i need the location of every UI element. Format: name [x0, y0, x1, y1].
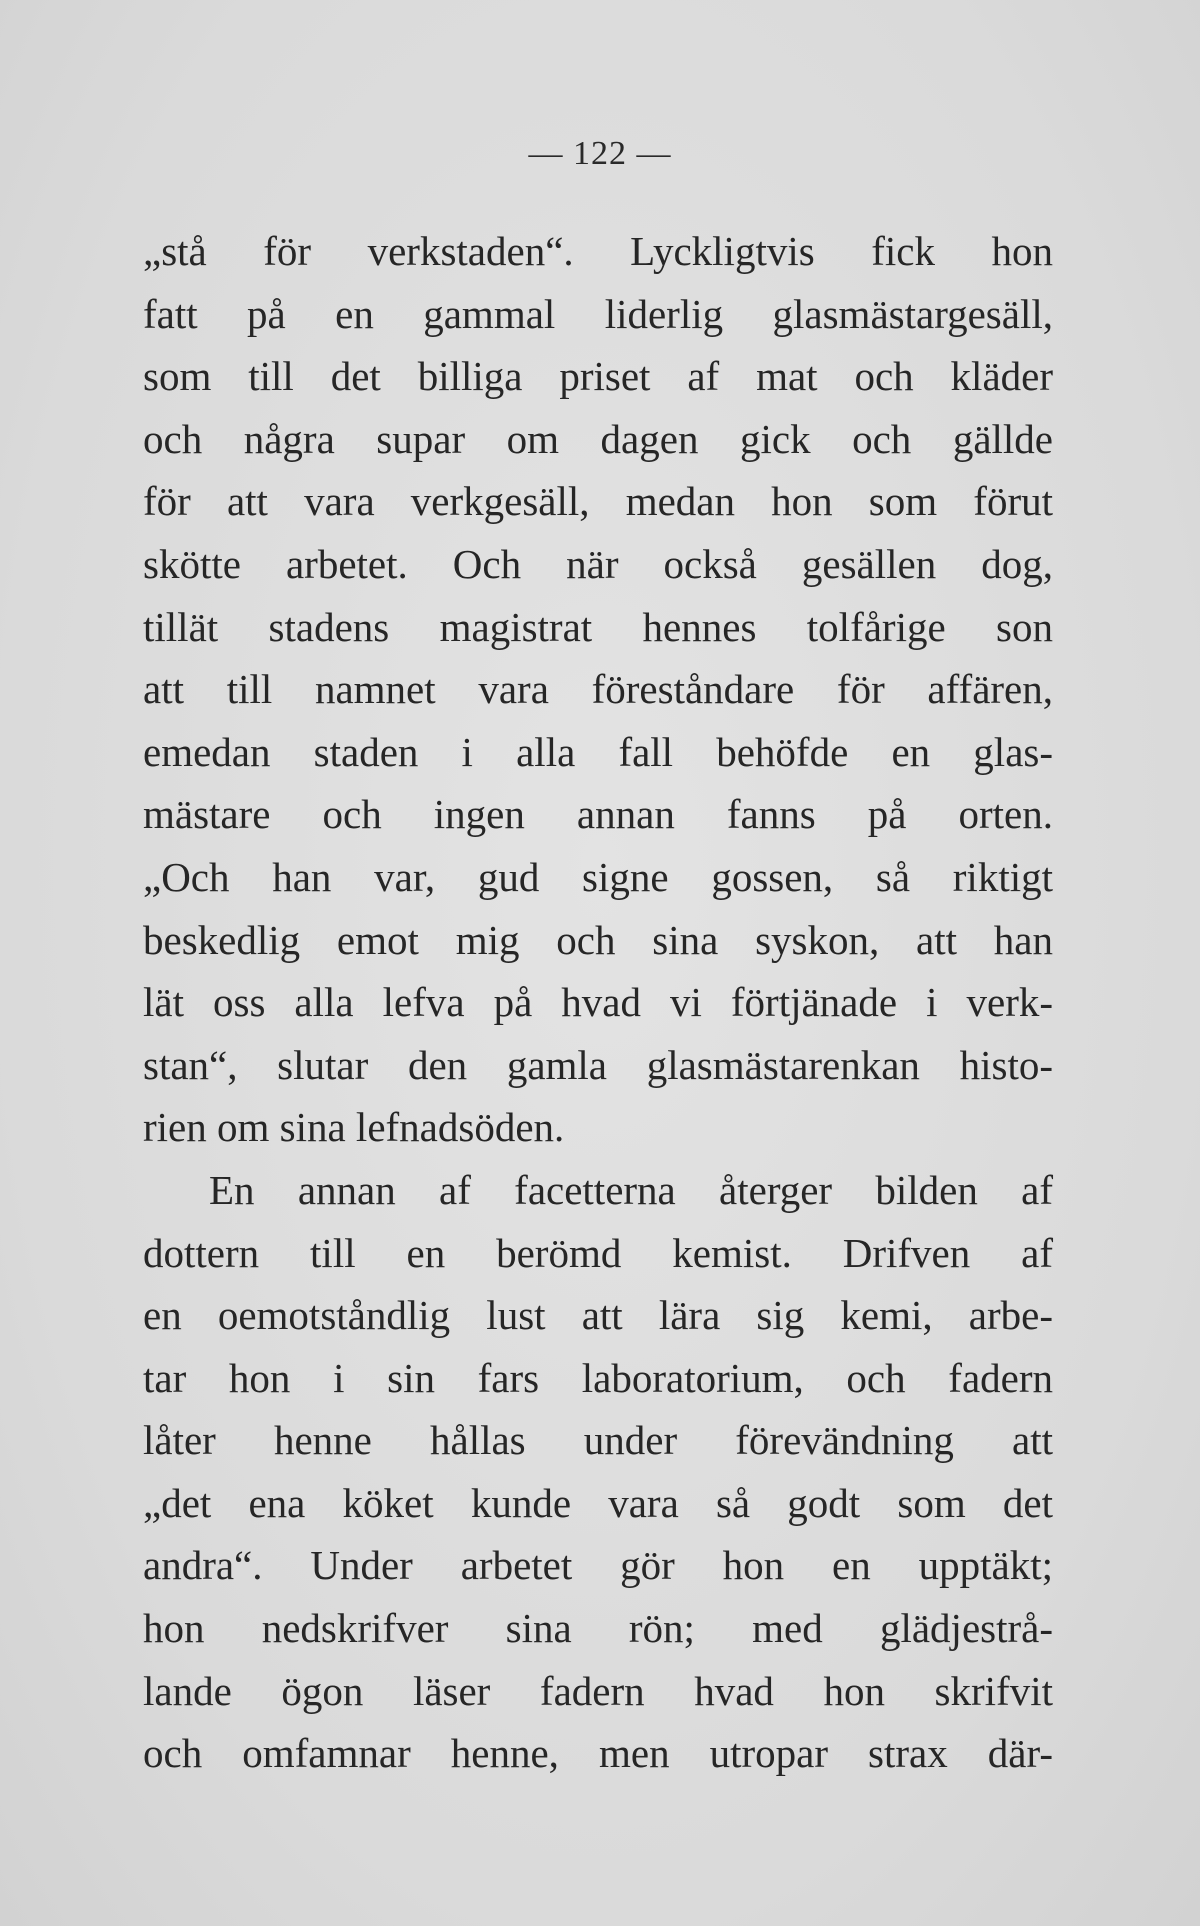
text-line: och några supar om dagen gick och gällde [143, 415, 1053, 462]
text-line: „Och han var, gud signe gossen, så riktigt [143, 853, 1053, 900]
paragraph-end-line: rien om sina lefnadsöden. [143, 1104, 565, 1151]
text-line: hon nedskrifver sina rön; med glädjestrå- [143, 1605, 1053, 1652]
text-line: beskedlig emot mig och sina syskon, att han [143, 916, 1053, 963]
text-line: för att vara verkgesäll, medan hon som förut [143, 478, 1053, 525]
text-line: lande ögon läser fadern hvad hon skrifvit [143, 1667, 1053, 1714]
text-line: „stå för verkstaden“. Lyckligtvis fick hon [143, 228, 1053, 274]
paragraph-start-line: En annan af facetterna återger bilden af [209, 1166, 1053, 1213]
text-line: att till namnet vara föreståndare för affären, [143, 666, 1053, 713]
text-line: och omfamnar henne, men utropar strax där- [143, 1730, 1053, 1777]
page-number: — 122 — [528, 135, 672, 172]
text-line: emedan staden i alla fall behöfde en glas- [143, 728, 1053, 775]
text-line: „det ena köket kunde vara så godt som det [143, 1479, 1053, 1526]
text-line: lät oss alla lefva på hvad vi förtjänade i verk- [143, 979, 1053, 1026]
text-line: tar hon i sin fars laboratorium, och fadern [143, 1354, 1053, 1401]
text-line: skötte arbetet. Och när också gesällen dog, [143, 540, 1053, 587]
text-line: mästare och ingen annan fanns på orten. [143, 791, 1053, 838]
body-text [143, 220, 1053, 1785]
text-line: som till det billiga priset af mat och kläder [143, 353, 1053, 400]
text-line: fatt på en gammal liderlig glasmästargesäll, [143, 290, 1053, 337]
text-line: dottern till en berömd kemist. Drifven af [143, 1229, 1053, 1276]
text-line: andra“. Under arbetet gör hon en upptäkt; [143, 1542, 1053, 1589]
text-line: låter henne hållas under förevändning att [143, 1417, 1053, 1464]
text-line: stan“, slutar den gamla glasmästarenkan histo- [143, 1041, 1053, 1088]
text-line: en oemotståndlig lust att lära sig kemi, arbe- [143, 1292, 1053, 1339]
text-line: tillät stadens magistrat hennes tolfårige son [143, 603, 1053, 650]
